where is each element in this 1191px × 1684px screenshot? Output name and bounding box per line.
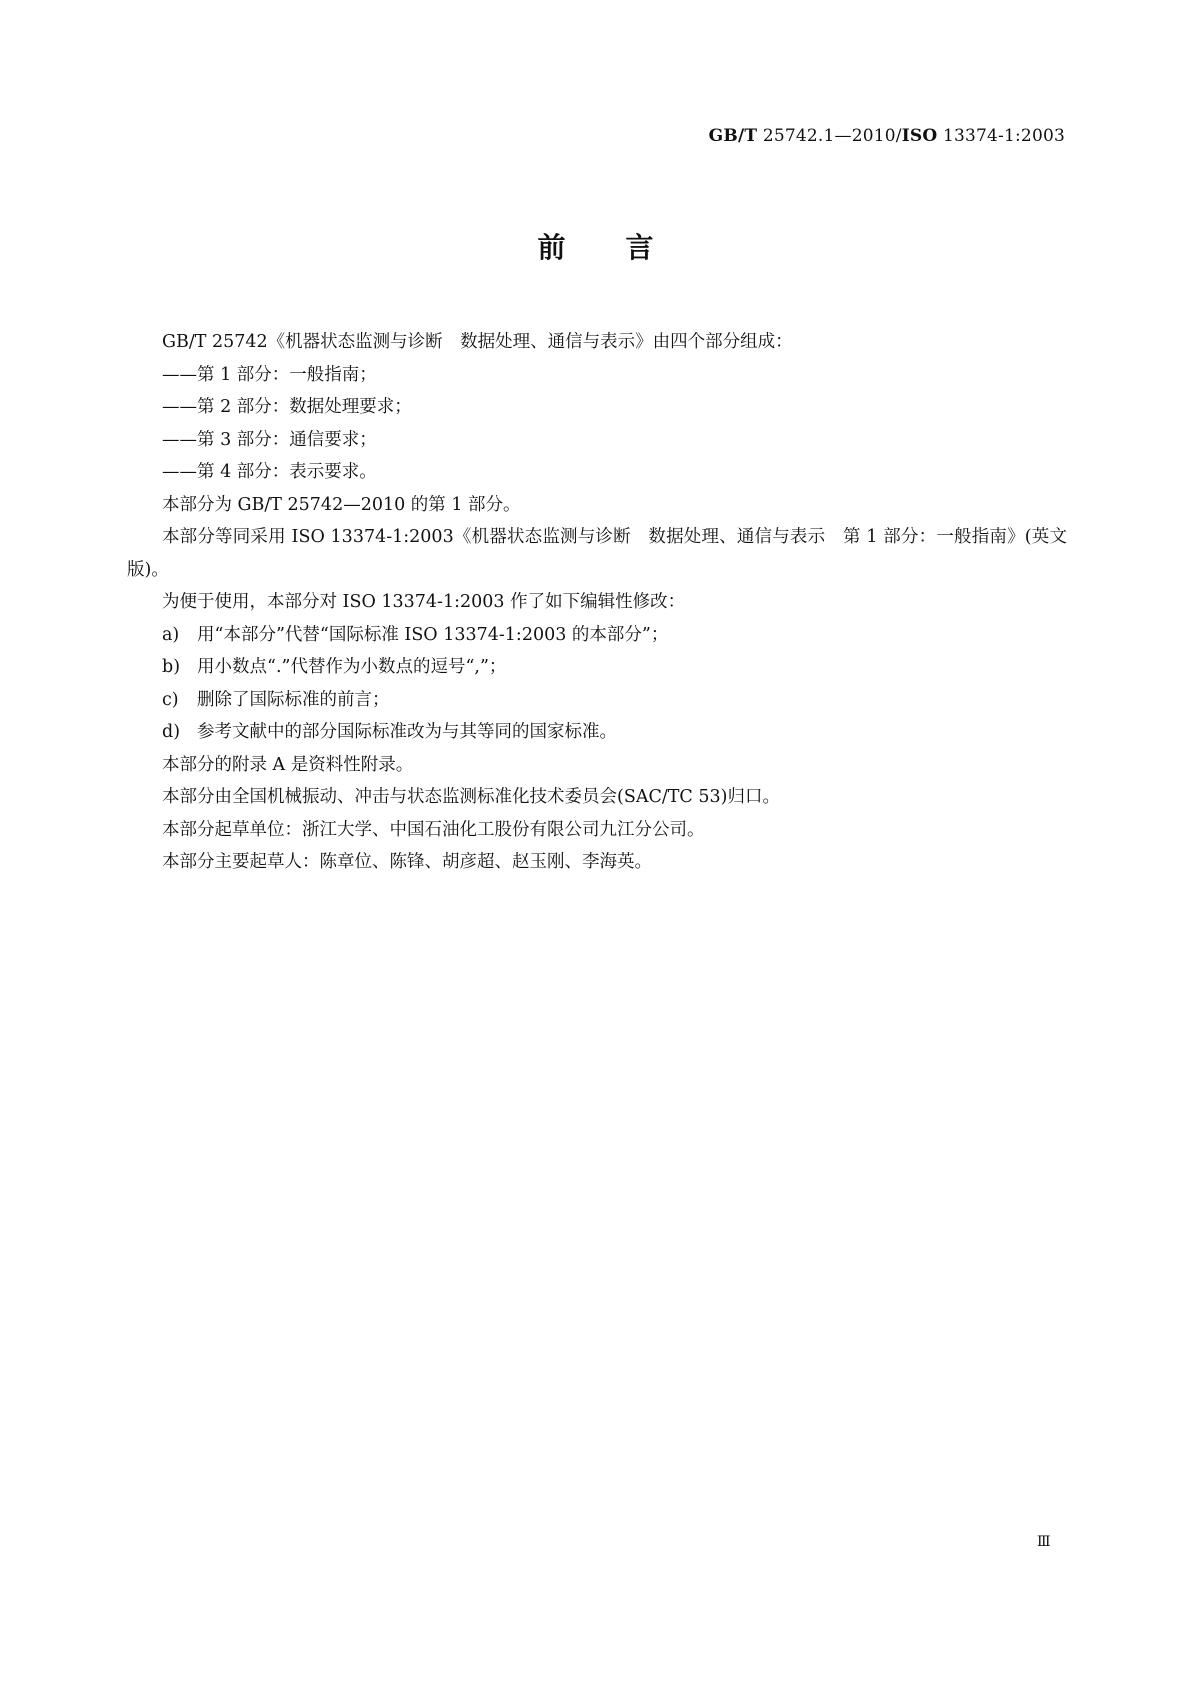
item-text: 参考文献中的部分国际标准改为与其等同的国家标准。	[197, 722, 617, 742]
modification-item-d	[127, 716, 1067, 749]
foreword-body	[127, 326, 1067, 879]
item-marker: c)	[162, 689, 179, 710]
modification-item-a	[127, 619, 1067, 652]
page-number: Ⅲ	[1036, 1534, 1051, 1550]
part-list-item: ——第 2 部分：数据处理要求；	[162, 397, 412, 417]
page-title: 前言	[537, 231, 714, 264]
adoption-paragraph: 本部分等同采用 ISO 13374-1:2003《机器状态监测与诊断 数据处理、通信与表示 第 1 部分：一般指南》(英文版)。	[127, 527, 1067, 580]
scope-paragraph: 本部分为 GB/T 25742—2010 的第 1 部分。	[162, 494, 521, 515]
item-text: 用“本部分”代替“国际标准 ISO 13374-1:2003 的本部分”；	[197, 624, 669, 645]
appendix-paragraph: 本部分的附录 A 是资料性附录。	[162, 754, 414, 775]
standard-code-number: 25742.1—2010/	[757, 126, 902, 146]
modification-item-b	[127, 651, 1067, 684]
item-marker: a)	[162, 624, 180, 645]
standard-code-header	[709, 126, 1065, 146]
item-marker: b)	[162, 657, 181, 677]
modification-item-c	[127, 684, 1067, 717]
part-list-item: ——第 3 部分：通信要求；	[162, 429, 377, 450]
intro-paragraph: GB/T 25742《机器状态监测与诊断 数据处理、通信与表示》由四个部分组成：	[162, 332, 793, 352]
item-marker: d)	[162, 722, 181, 742]
modifications-intro: 为便于使用，本部分对 ISO 13374-1:2003 作了如下编辑性修改：	[162, 592, 686, 612]
item-text: 删除了国际标准的前言；	[197, 689, 390, 710]
standard-code-prefix: GB/T	[708, 126, 758, 146]
part-list-item: ——第 4 部分：表示要求。	[162, 462, 377, 482]
iso-code-prefix: ISO	[901, 126, 938, 146]
drafters-paragraph: 本部分主要起草人：陈章位、陈锋、胡彦超、赵玉刚、李海英。	[162, 852, 652, 872]
item-text: 用小数点“.”代替作为小数点的逗号“,”；	[197, 657, 507, 677]
part-list-item: ——第 1 部分：一般指南；	[162, 364, 377, 385]
iso-code-number: 13374-1:2003	[937, 126, 1065, 146]
committee-paragraph: 本部分由全国机械振动、冲击与状态监测标准化技术委员会(SAC/TC 53)归口。	[162, 787, 780, 807]
drafting-units-paragraph: 本部分起草单位：浙江大学、中国石油化工股份有限公司九江分公司。	[162, 819, 705, 840]
